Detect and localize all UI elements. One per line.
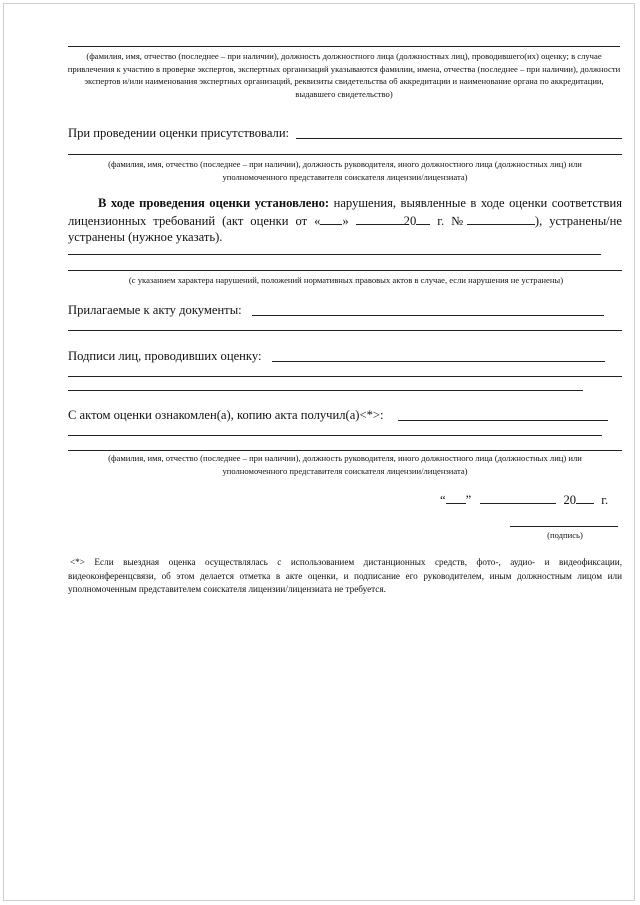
- act-day-field[interactable]: [320, 212, 342, 225]
- date-day-field[interactable]: [446, 491, 466, 504]
- act-year-field[interactable]: [416, 212, 430, 225]
- present-line-1: [296, 138, 622, 139]
- present-heading: При проведении оценки присутствовали:: [68, 126, 290, 140]
- attached-docs-label: Прилагаемые к акту документы:: [68, 303, 242, 317]
- footnote: <*> Если выездная оценка осуществлялась с использованием дистанционных средств, фото-, аудио- и видеофиксации, видеоконференцсвязи, об этом делается отметка в акте оценки, и подписание его руководителем, иным должностным лицом или уполномоченным представителем соискателя лицензии/лицензиата не требуется.: [68, 557, 622, 594]
- assessors-caption: (фамилия, имя, отчество (последнее – при наличии), должность должностного лица (должностных лиц), проводившего(их) оценку; в случае привлечения к участию в проверке экспертов, экспертных организаций указываются фамилии, имена, отчества (последнее – при наличии), должности экспертов и/или наименования экспертных организаций, реквизиты свидетельства об аккредитации и наименование органа по аккредитации, выдавшего свидетельство): [67, 51, 621, 99]
- signature-caption: (подпись): [547, 530, 583, 540]
- signatures-line-2[interactable]: [68, 376, 622, 377]
- findings-paragraph: В ходе проведения оценки установлено: нарушения, выявленные в ходе оценки соответствия лицензионных требований (акт оценки от « » 20 г. № ), устранены/не устранены (нужное указать).: [68, 196, 622, 244]
- signatures-line-1[interactable]: [272, 361, 605, 362]
- acquainted-line-1[interactable]: [398, 420, 608, 421]
- findings-line-2: [68, 270, 622, 271]
- acquainted-line-2[interactable]: [68, 435, 602, 436]
- acquainted-label: С актом оценки ознакомлен(а), копию акта получил(а)<*>:: [68, 408, 384, 422]
- findings-line-1: [68, 254, 601, 255]
- date-year-field[interactable]: [576, 491, 594, 504]
- attached-docs-line-2[interactable]: [68, 330, 622, 331]
- act-month-field[interactable]: [356, 212, 404, 225]
- date-row: “ ” 20 г.: [440, 493, 609, 507]
- signatures-line-3[interactable]: [68, 390, 583, 391]
- attached-docs-line-1[interactable]: [252, 315, 604, 316]
- date-month-field[interactable]: [480, 491, 556, 504]
- signatures-label: Подписи лиц, проводивших оценку:: [68, 349, 262, 363]
- signature-line[interactable]: [510, 526, 618, 527]
- assessors-line: [68, 46, 620, 47]
- violations-caption: (с указанием характера нарушений, положений нормативных правовых актов в случае, если нарушения не устранены): [128, 275, 564, 285]
- act-number-field[interactable]: [467, 212, 535, 225]
- present-line-2: [68, 154, 622, 155]
- present-caption: (фамилия, имя, отчество (последнее – при наличии), должность руководителя, иного должностного лица (должностных лиц) или уполномоченного представителя соискателя лицензии/лицензиата): [108, 159, 582, 182]
- acquainted-line-3[interactable]: [68, 450, 622, 451]
- acquainted-caption: (фамилия, имя, отчество (последнее – при наличии), должность руководителя, иного должностного лица (должностных лиц) или уполномоченного представителя соискателя лицензии/лицензиата): [108, 453, 582, 476]
- findings-heading: В ходе проведения оценки установлено:: [98, 196, 330, 210]
